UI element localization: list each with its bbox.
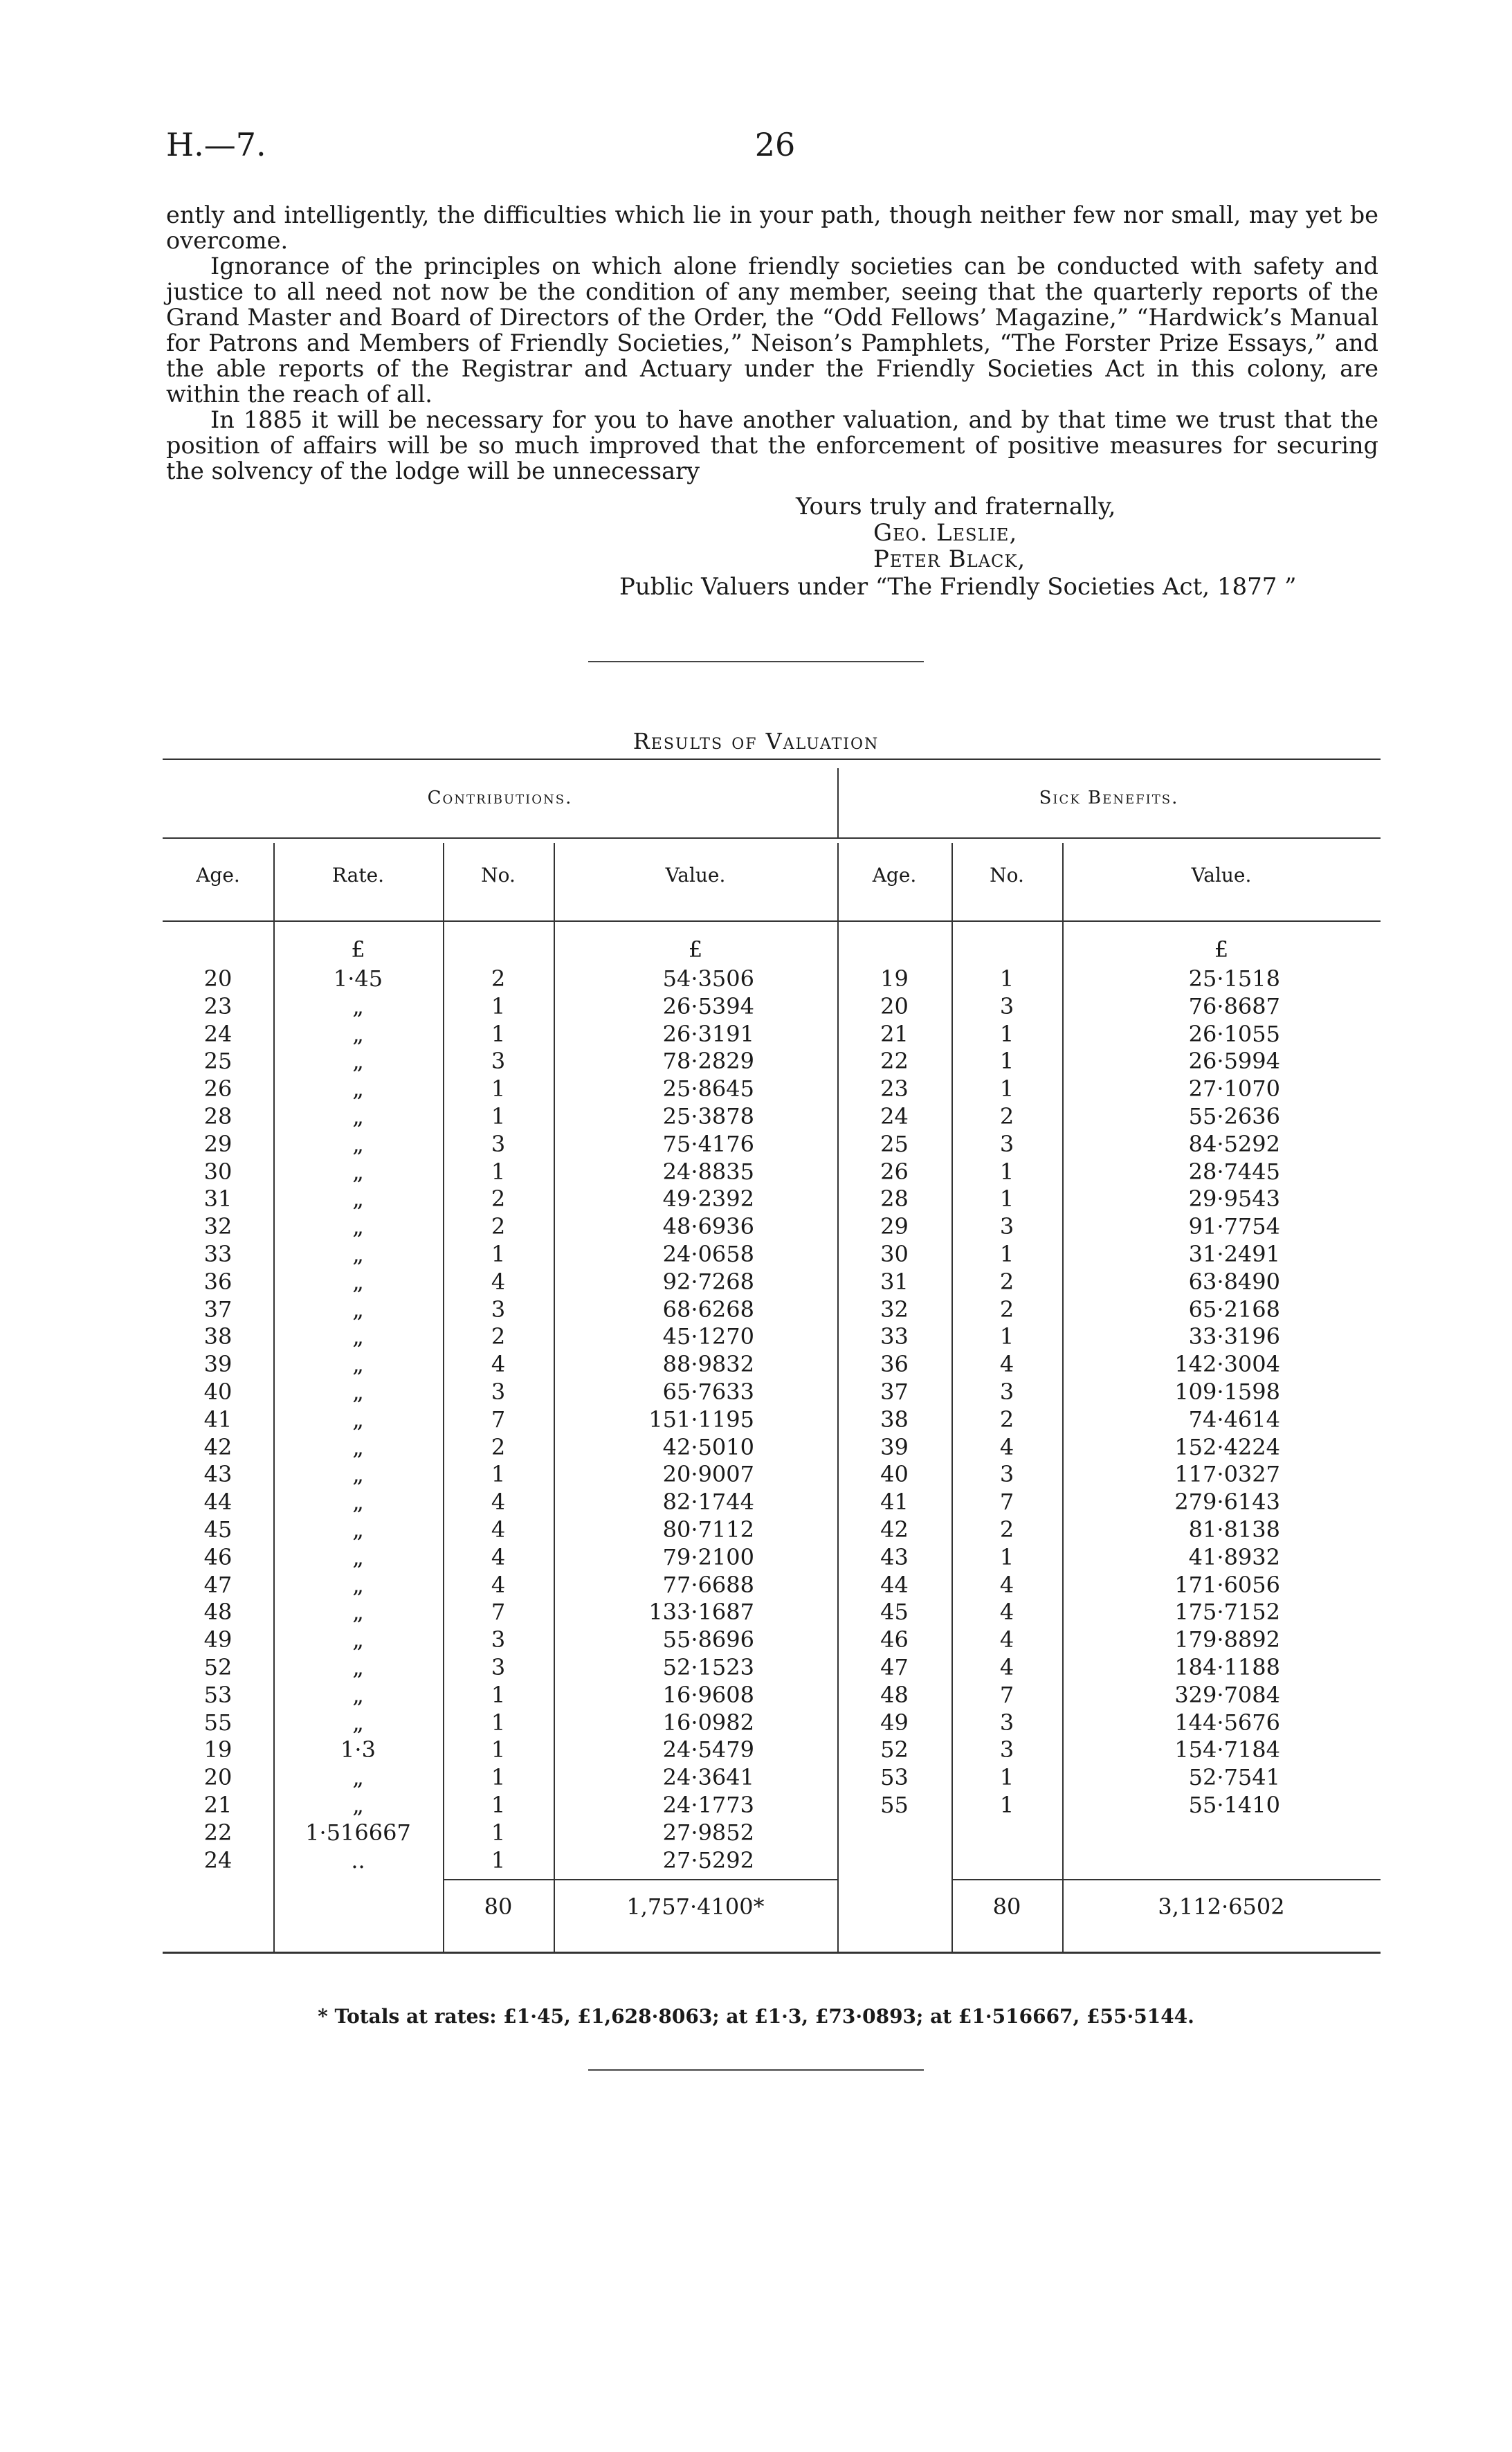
sick-value-cell: 28·7445 [1188, 1158, 1280, 1185]
sick-value-cell: 74·4614 [1188, 1406, 1280, 1433]
contrib-age-cell: 19 [203, 1736, 233, 1763]
sick-value-cell: 29·9543 [1188, 1186, 1280, 1213]
sick-age-cell: 41 [880, 1489, 909, 1516]
page-number: 26 [754, 126, 796, 163]
contrib-age-cell: 39 [203, 1351, 233, 1378]
sick-no-cell: 3 [999, 992, 1014, 1019]
sick-age-cell: 30 [880, 1241, 909, 1267]
contrib-value-cell: 55·8696 [662, 1626, 754, 1653]
sick-value-cell: 179·8892 [1174, 1626, 1280, 1653]
sick-age-cell: 31 [880, 1268, 909, 1295]
table-footnote: * Totals at rates: £1·45, £1,628·8063; at £1·3, £73·0893; at £1·516667, £55·5144. [318, 2005, 1194, 2028]
sick-benefits-group-header: Sick Benefits. [1039, 788, 1179, 808]
contrib-no-cell: 7 [491, 1406, 506, 1433]
sick-age-cell: 46 [880, 1626, 909, 1653]
totals-rule-contrib [443, 1879, 837, 1880]
contrib-value-cell: 79·2100 [662, 1543, 754, 1570]
contrib-rate-cell: 1·45 [333, 965, 383, 992]
contrib-value-cell: 24·1773 [662, 1792, 754, 1818]
contrib-rate-cell: „ [352, 1489, 364, 1516]
contrib-no-cell: 1 [491, 1736, 506, 1763]
contrib-no-cell: 2 [491, 965, 506, 992]
contrib-age-cell: 20 [203, 1764, 233, 1791]
sick-value-header: Value. [1191, 864, 1252, 887]
contrib-rate-cell: „ [352, 1709, 364, 1736]
contrib-rate-cell: „ [352, 1130, 364, 1157]
contrib-rate-cell: „ [352, 1241, 364, 1267]
sick-value-cell: 27·1070 [1188, 1075, 1280, 1102]
sick-value-cell: 65·2168 [1188, 1296, 1280, 1323]
sick-age-cell: 19 [880, 965, 909, 992]
contrib-age-cell: 38 [203, 1323, 233, 1350]
sick-no-cell: 2 [999, 1103, 1014, 1129]
sick-no-cell: 1 [999, 1158, 1014, 1185]
contrib-rate-cell: „ [352, 1351, 364, 1378]
sick-age-cell: 43 [880, 1543, 909, 1570]
contrib-rate-cell: „ [352, 1681, 364, 1708]
contrib-rate-cell: „ [352, 1268, 364, 1295]
sick-age-cell: 44 [880, 1571, 909, 1598]
contrib-value-cell: 26·5394 [662, 992, 754, 1019]
contrib-age-cell: 47 [203, 1571, 233, 1598]
contrib-value-cell: 42·5010 [662, 1433, 754, 1460]
sick-age-cell: 53 [880, 1764, 909, 1791]
contrib-no-cell: 1 [491, 1792, 506, 1818]
sick-age-cell: 29 [880, 1213, 909, 1240]
contrib-value-cell: 25·3878 [662, 1103, 754, 1129]
column-header-rule [163, 920, 1381, 922]
sick-age-cell: 49 [880, 1709, 909, 1736]
sick-no-cell: 2 [999, 1516, 1014, 1543]
sick-value-cell: 26·5994 [1188, 1048, 1280, 1075]
contrib-no-cell: 1 [491, 1158, 506, 1185]
contrib-rate-cell: „ [352, 1323, 364, 1350]
sick-no-cell: 1 [999, 1075, 1014, 1102]
sick-age-cell: 52 [880, 1736, 909, 1763]
contrib-age-cell: 25 [203, 1048, 233, 1075]
paragraph-1: ently and intelligently, the difficulties which lie in your path, though neither few nor small, may yet be overcome. [166, 201, 1378, 254]
contrib-no-cell: 2 [491, 1433, 506, 1460]
sick-value-cell: 329·7084 [1174, 1681, 1280, 1708]
sick-no-cell: 1 [999, 1543, 1014, 1570]
contrib-no-cell: 2 [491, 1186, 506, 1213]
contrib-rate-cell: „ [352, 1296, 364, 1323]
signature-name-2: Peter Black, [873, 545, 1026, 573]
contrib-age-cell: 42 [203, 1433, 233, 1460]
sick-value-cell: 171·6056 [1174, 1571, 1280, 1598]
sick-no-cell: 3 [999, 1379, 1014, 1405]
contrib-no-cell: 4 [491, 1489, 506, 1516]
sick-value-cell: 175·7152 [1174, 1599, 1280, 1626]
contrib-value-cell: 88·9832 [662, 1351, 754, 1378]
contrib-no-cell: 1 [491, 1709, 506, 1736]
sick-age-cell: 38 [880, 1406, 909, 1433]
contrib-value-cell: 82·1744 [662, 1489, 754, 1516]
contrib-no-cell: 4 [491, 1268, 506, 1295]
sick-value-cell: 63·8490 [1188, 1268, 1280, 1295]
contributions-group-header: Contributions. [427, 788, 573, 808]
sick-age-cell: 21 [880, 1020, 909, 1047]
sick-no-cell: 7 [999, 1681, 1014, 1708]
sick-age-cell: 25 [880, 1130, 909, 1157]
sick-age-cell: 40 [880, 1461, 909, 1488]
contrib-age-cell: 33 [203, 1241, 233, 1267]
contrib-age-cell: 22 [203, 1819, 233, 1846]
sick-value-cell: 109·1598 [1174, 1379, 1280, 1405]
contrib-no-cell: 1 [491, 992, 506, 1019]
sick-value-cell: 55·2636 [1188, 1103, 1280, 1129]
contrib-age-cell: 48 [203, 1599, 233, 1626]
sick-no-cell: 1 [999, 1792, 1014, 1818]
sick-value-cell: 52·7541 [1188, 1764, 1280, 1791]
sick-no-cell: 1 [999, 1020, 1014, 1047]
sick-no-cell: 2 [999, 1268, 1014, 1295]
contrib-no-cell: 2 [491, 1323, 506, 1350]
contrib-rate-cell: „ [352, 1543, 364, 1570]
contrib-age-cell: 55 [203, 1709, 233, 1736]
contrib-no-cell: 4 [491, 1351, 506, 1378]
sick-no-cell: 3 [999, 1130, 1014, 1157]
contrib-rate-cell: „ [352, 1379, 364, 1405]
contrib-no-cell: 1 [491, 1846, 506, 1873]
sick-no-cell: 3 [999, 1461, 1014, 1488]
contrib-no-header: No. [481, 864, 516, 887]
contrib-value-cell: 52·1523 [662, 1654, 754, 1680]
contrib-no-cell: 1 [491, 1819, 506, 1846]
sick-value-cell: 41·8932 [1188, 1543, 1280, 1570]
contrib-rate-cell: „ [352, 1158, 364, 1185]
sick-no-cell: 1 [999, 1764, 1014, 1791]
sick-value-cell: 84·5292 [1188, 1130, 1280, 1157]
sick-age-cell: 28 [880, 1186, 909, 1213]
contrib-rate-cell: .. [351, 1846, 365, 1873]
sick-no-cell: 4 [999, 1433, 1014, 1460]
contrib-rate-cell: „ [352, 1461, 364, 1488]
document-reference: H.—7. [166, 126, 266, 163]
contrib-age-cell: 23 [203, 992, 233, 1019]
contrib-age-cell: 46 [203, 1543, 233, 1570]
contrib-value-cell: 151·1195 [648, 1406, 754, 1433]
sick-value-cell: 144·5676 [1174, 1709, 1280, 1736]
sick-value-cell: 184·1188 [1174, 1654, 1280, 1680]
sick-value-cell: 117·0327 [1174, 1461, 1280, 1488]
contrib-rate-cell: „ [352, 1433, 364, 1460]
contrib-rate-cell: „ [352, 1406, 364, 1433]
sick-age-cell: 24 [880, 1103, 909, 1129]
contrib-value-cell: 75·4176 [662, 1130, 754, 1157]
contrib-rate-cell: „ [352, 1020, 364, 1047]
contrib-value-cell: 27·9852 [662, 1819, 754, 1846]
sick-no-cell: 2 [999, 1406, 1014, 1433]
contrib-value-cell: 77·6688 [662, 1571, 754, 1598]
contrib-rate-cell: „ [352, 1213, 364, 1240]
contrib-value-cell: 20·9007 [662, 1461, 754, 1488]
contrib-value-cell: 24·3641 [662, 1764, 754, 1791]
sick-no-cell: 7 [999, 1489, 1014, 1516]
contrib-value-cell: 16·9608 [662, 1681, 754, 1708]
sick-age-header: Age. [872, 864, 917, 887]
contrib-value-cell: 80·7112 [662, 1516, 754, 1543]
sick-value-cell: 25·1518 [1188, 965, 1280, 992]
signature-closing: Yours truly and fraternally, [796, 493, 1116, 520]
contrib-age-cell: 21 [203, 1792, 233, 1818]
letter-body [166, 202, 1378, 484]
sick-value-cell: 31·2491 [1188, 1241, 1280, 1267]
sick-value-cell: 91·7754 [1188, 1213, 1280, 1240]
contrib-value-cell: 92·7268 [662, 1268, 754, 1295]
contrib-no-cell: 1 [491, 1681, 506, 1708]
contrib-no-cell: 3 [491, 1654, 506, 1680]
sick-no-cell: 1 [999, 1048, 1014, 1075]
contrib-age-cell: 53 [203, 1681, 233, 1708]
contrib-value-cell: 78·2829 [662, 1048, 754, 1075]
contrib-age-cell: 49 [203, 1626, 233, 1653]
contrib-age-cell: 31 [203, 1186, 233, 1213]
contrib-no-cell: 1 [491, 1461, 506, 1488]
contrib-no-cell: 1 [491, 1764, 506, 1791]
sick-value-cell: 279·6143 [1174, 1489, 1280, 1516]
contrib-age-cell: 24 [203, 1020, 233, 1047]
contrib-age-cell: 37 [203, 1296, 233, 1323]
contrib-value-cell: 26·3191 [662, 1020, 754, 1047]
contrib-rate-cell: „ [352, 1516, 364, 1543]
contrib-rate-cell: „ [352, 1075, 364, 1102]
sick-no-cell: 1 [999, 1323, 1014, 1350]
contrib-no-cell: 1 [491, 1075, 506, 1102]
sick-total-value: 3,112·6502 [1158, 1894, 1285, 1920]
contrib-rate-cell: „ [352, 1626, 364, 1653]
contrib-age-cell: 43 [203, 1461, 233, 1488]
sick-age-cell: 32 [880, 1296, 909, 1323]
contrib-no-cell: 4 [491, 1571, 506, 1598]
contrib-value-cell: 49·2392 [662, 1186, 754, 1213]
table-title: Results of Valuation [632, 728, 880, 754]
sick-value-cell: 26·1055 [1188, 1020, 1280, 1047]
sick-no-cell: 4 [999, 1626, 1014, 1653]
contrib-no-cell: 3 [491, 1048, 506, 1075]
sick-no-cell: 2 [999, 1296, 1014, 1323]
sick-age-cell: 48 [880, 1681, 909, 1708]
contrib-no-cell: 3 [491, 1130, 506, 1157]
contrib-total-no: 80 [484, 1894, 513, 1920]
contrib-value-header: Value. [665, 864, 726, 887]
contrib-rate-cell: „ [352, 1103, 364, 1129]
contrib-age-cell: 52 [203, 1654, 233, 1680]
contrib-age-cell: 29 [203, 1130, 233, 1157]
contrib-value-cell: 133·1687 [648, 1599, 754, 1626]
table-top-rule [163, 759, 1381, 760]
contrib-no-cell: 7 [491, 1599, 506, 1626]
sick-age-cell: 42 [880, 1516, 909, 1543]
contrib-value-cell: 65·7633 [662, 1379, 754, 1405]
contrib-rate-cell: „ [352, 1764, 364, 1791]
paragraph-2: Ignorance of the principles on which alone friendly societies can be conducted with safety and justice to all need not now be the condition of any member, seeing that the quarterly reports of the Grand Master and Board of Directors of the Order, the “Odd Fellows’ Magazine,” “Hardwick’s Manual for Patrons and Members of Friendly Societies,” Neison’s Pamphlets, “The Forster Prize Essays,” and the able reports of the Registrar and Actuary under the Friendly Societies Act in this colony, are within the reach of all. [166, 253, 1378, 408]
table-bottom-rule [163, 1952, 1381, 1954]
contrib-age-cell: 32 [203, 1213, 233, 1240]
sick-no-cell: 3 [999, 1709, 1014, 1736]
sick-age-cell: 36 [880, 1351, 909, 1378]
contrib-rate-cell: „ [352, 1792, 364, 1818]
paragraph-3: In 1885 it will be necessary for you to have another valuation, and by that time we trust that the position of affairs will be so much improved that the enforcement of positive measures for securing the solvency of the lodge will be unnecessary [166, 406, 1378, 484]
contrib-age-cell: 40 [203, 1379, 233, 1405]
contrib-no-cell: 3 [491, 1379, 506, 1405]
contrib-value-cell: 54·3506 [662, 965, 754, 992]
contrib-no-cell: 1 [491, 1241, 506, 1267]
sick-total-no: 80 [992, 1894, 1021, 1920]
sick-age-cell: 23 [880, 1075, 909, 1102]
currency-symbol: £ [688, 936, 703, 963]
end-divider [588, 2069, 924, 2071]
sick-age-cell: 22 [880, 1048, 909, 1075]
section-divider [588, 661, 924, 662]
contrib-value-cell: 68·6268 [662, 1296, 754, 1323]
currency-symbol: £ [1214, 936, 1229, 963]
contrib-no-cell: 4 [491, 1543, 506, 1570]
contrib-no-cell: 3 [491, 1626, 506, 1653]
contrib-age-cell: 36 [203, 1268, 233, 1295]
contrib-value-cell: 25·8645 [662, 1075, 754, 1102]
signature-name-1: Geo. Leslie, [873, 519, 1018, 547]
sick-no-cell: 4 [999, 1654, 1014, 1680]
sick-no-cell: 1 [999, 1241, 1014, 1267]
contrib-age-cell: 20 [203, 965, 233, 992]
contrib-age-cell: 24 [203, 1846, 233, 1873]
contrib-no-cell: 1 [491, 1103, 506, 1129]
contrib-value-cell: 27·5292 [662, 1846, 754, 1873]
currency-symbol: £ [351, 936, 365, 963]
contrib-age-cell: 44 [203, 1489, 233, 1516]
sick-age-cell: 45 [880, 1599, 909, 1626]
contrib-no-cell: 2 [491, 1213, 506, 1240]
contrib-value-cell: 24·0658 [662, 1241, 754, 1267]
group-header-rule [163, 837, 1381, 839]
contrib-rate-cell: „ [352, 1048, 364, 1075]
contrib-value-cell: 24·5479 [662, 1736, 754, 1763]
contrib-value-cell: 24·8835 [662, 1158, 754, 1185]
sick-no-cell: 3 [999, 1213, 1014, 1240]
contrib-age-header: Age. [196, 864, 240, 887]
sick-no-cell: 1 [999, 965, 1014, 992]
contrib-rate-cell: „ [352, 1571, 364, 1598]
contrib-total-value: 1,757·4100* [626, 1894, 765, 1920]
contrib-rate-cell: 1·3 [340, 1736, 376, 1763]
contrib-age-cell: 45 [203, 1516, 233, 1543]
sick-value-cell: 76·8687 [1188, 992, 1280, 1019]
contrib-age-cell: 41 [203, 1406, 233, 1433]
sick-no-cell: 4 [999, 1351, 1014, 1378]
sick-value-cell: 142·3004 [1174, 1351, 1280, 1378]
sick-age-cell: 55 [880, 1792, 909, 1818]
contrib-rate-cell: „ [352, 1599, 364, 1626]
contrib-value-cell: 45·1270 [662, 1323, 754, 1350]
sick-age-cell: 33 [880, 1323, 909, 1350]
contrib-value-cell: 48·6936 [662, 1213, 754, 1240]
sick-value-cell: 33·3196 [1188, 1323, 1280, 1350]
sick-age-cell: 39 [880, 1433, 909, 1460]
sick-no-cell: 1 [999, 1186, 1014, 1213]
sick-age-cell: 20 [880, 992, 909, 1019]
contrib-no-cell: 3 [491, 1296, 506, 1323]
contrib-rate-cell: „ [352, 1654, 364, 1680]
sick-no-cell: 4 [999, 1599, 1014, 1626]
sick-no-cell: 3 [999, 1736, 1014, 1763]
sick-no-header: No. [990, 864, 1024, 887]
sick-no-cell: 4 [999, 1571, 1014, 1598]
sick-value-cell: 81·8138 [1188, 1516, 1280, 1543]
contrib-value-cell: 16·0982 [662, 1709, 754, 1736]
contrib-rate-cell: „ [352, 1186, 364, 1213]
contrib-age-cell: 26 [203, 1075, 233, 1102]
totals-rule-sick [951, 1879, 1381, 1880]
contrib-no-cell: 4 [491, 1516, 506, 1543]
sick-age-cell: 26 [880, 1158, 909, 1185]
signature-title: Public Valuers under “The Friendly Societies Act, 1877 ” [619, 573, 1297, 601]
contrib-rate-cell: „ [352, 992, 364, 1019]
sick-age-cell: 37 [880, 1379, 909, 1405]
sick-value-cell: 152·4224 [1174, 1433, 1280, 1460]
sick-value-cell: 154·7184 [1174, 1736, 1280, 1763]
contrib-rate-cell: 1·516667 [305, 1819, 411, 1846]
contrib-rate-header: Rate. [331, 864, 385, 887]
sick-value-cell: 55·1410 [1188, 1792, 1280, 1818]
contrib-no-cell: 1 [491, 1020, 506, 1047]
sick-age-cell: 47 [880, 1654, 909, 1680]
contrib-age-cell: 28 [203, 1103, 233, 1129]
contrib-age-cell: 30 [203, 1158, 233, 1185]
